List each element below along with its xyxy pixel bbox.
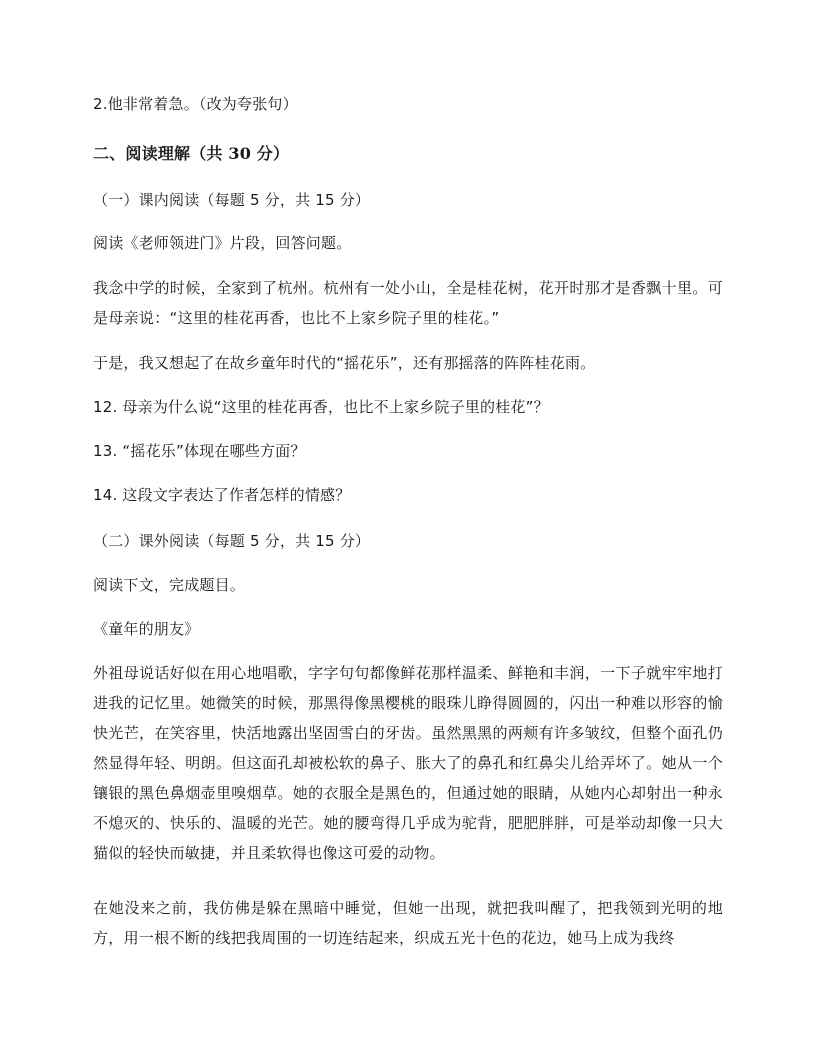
question-13: 13. “摇花乐”体现在哪些方面？ [93,442,306,460]
part-2-heading: （二）课外阅读（每题 5 分，共 15 分） [93,532,371,550]
question-2: 2.他非常着急。（改为夸张句） [93,95,298,113]
section-heading-reading: 二、阅读理解（共 30 分） [93,144,290,163]
question-12: 12. 母亲为什么说“这里的桂花再香，也比不上家乡院子里的桂花”？ [93,398,549,416]
part-2-intro: 阅读下文，完成题目。 [93,576,246,594]
question-14: 14. 这段文字表达了作者怎样的情感？ [93,486,351,504]
part-1-heading: （一）课内阅读（每题 5 分，共 15 分） [93,191,371,209]
passage-2-title: 《童年的朋友》 [93,620,200,638]
part-1-intro: 阅读《老师领进门》片段，回答问题。 [93,234,352,252]
passage-2-paragraph-1: 外祖母说话好似在用心地唱歌，字字句句都像鲜花那样温柔、鲜艳和丰润，一下子就牢牢地打进我的记忆里。她微笑的时候，那黑得像黑樱桃的眼珠儿睁得圆圆的，闪出一种难以形容的愉快光芒，在笑容里，快活地露出坚固雪白的牙齿。虽然黑黑的两颊有许多皱纹，但整个面孔仍然显得年轻、明朗。但这面孔却被松软的鼻子、胀大了的鼻孔和红鼻尖儿给弄坏了。她从一个镶银的黑色鼻烟壶里嗅烟草。她的衣服全是黑色的，但通过她的眼睛，从她内心却射出一种永不熄灭的、快乐的、温暖的光芒。她的腰弯得几乎成为驼背，肥肥胖胖，可是举动却像一只大猫似的轻快而敏捷，并且柔软得也像这可爱的动物。 [93,664,723,862]
passage-1-paragraph-1: 我念中学的时候，全家到了杭州。杭州有一处小山，全是桂花树，花开时那才是香飘十里。可是母亲说：“这里的桂花再香，也比不上家乡院子里的桂花。” [93,279,723,327]
passage-2-paragraph-2: 在她没来之前，我仿佛是躲在黑暗中睡觉，但她一出现，就把我叫醒了，把我领到光明的地方，用一根不断的线把我周围的一切连结起来，织成五光十色的花边，她马上成为我终 [93,899,723,947]
passage-1-paragraph-2: 于是，我又想起了在故乡童年时代的“摇花乐”，还有那摇落的阵阵桂花雨。 [93,354,596,372]
